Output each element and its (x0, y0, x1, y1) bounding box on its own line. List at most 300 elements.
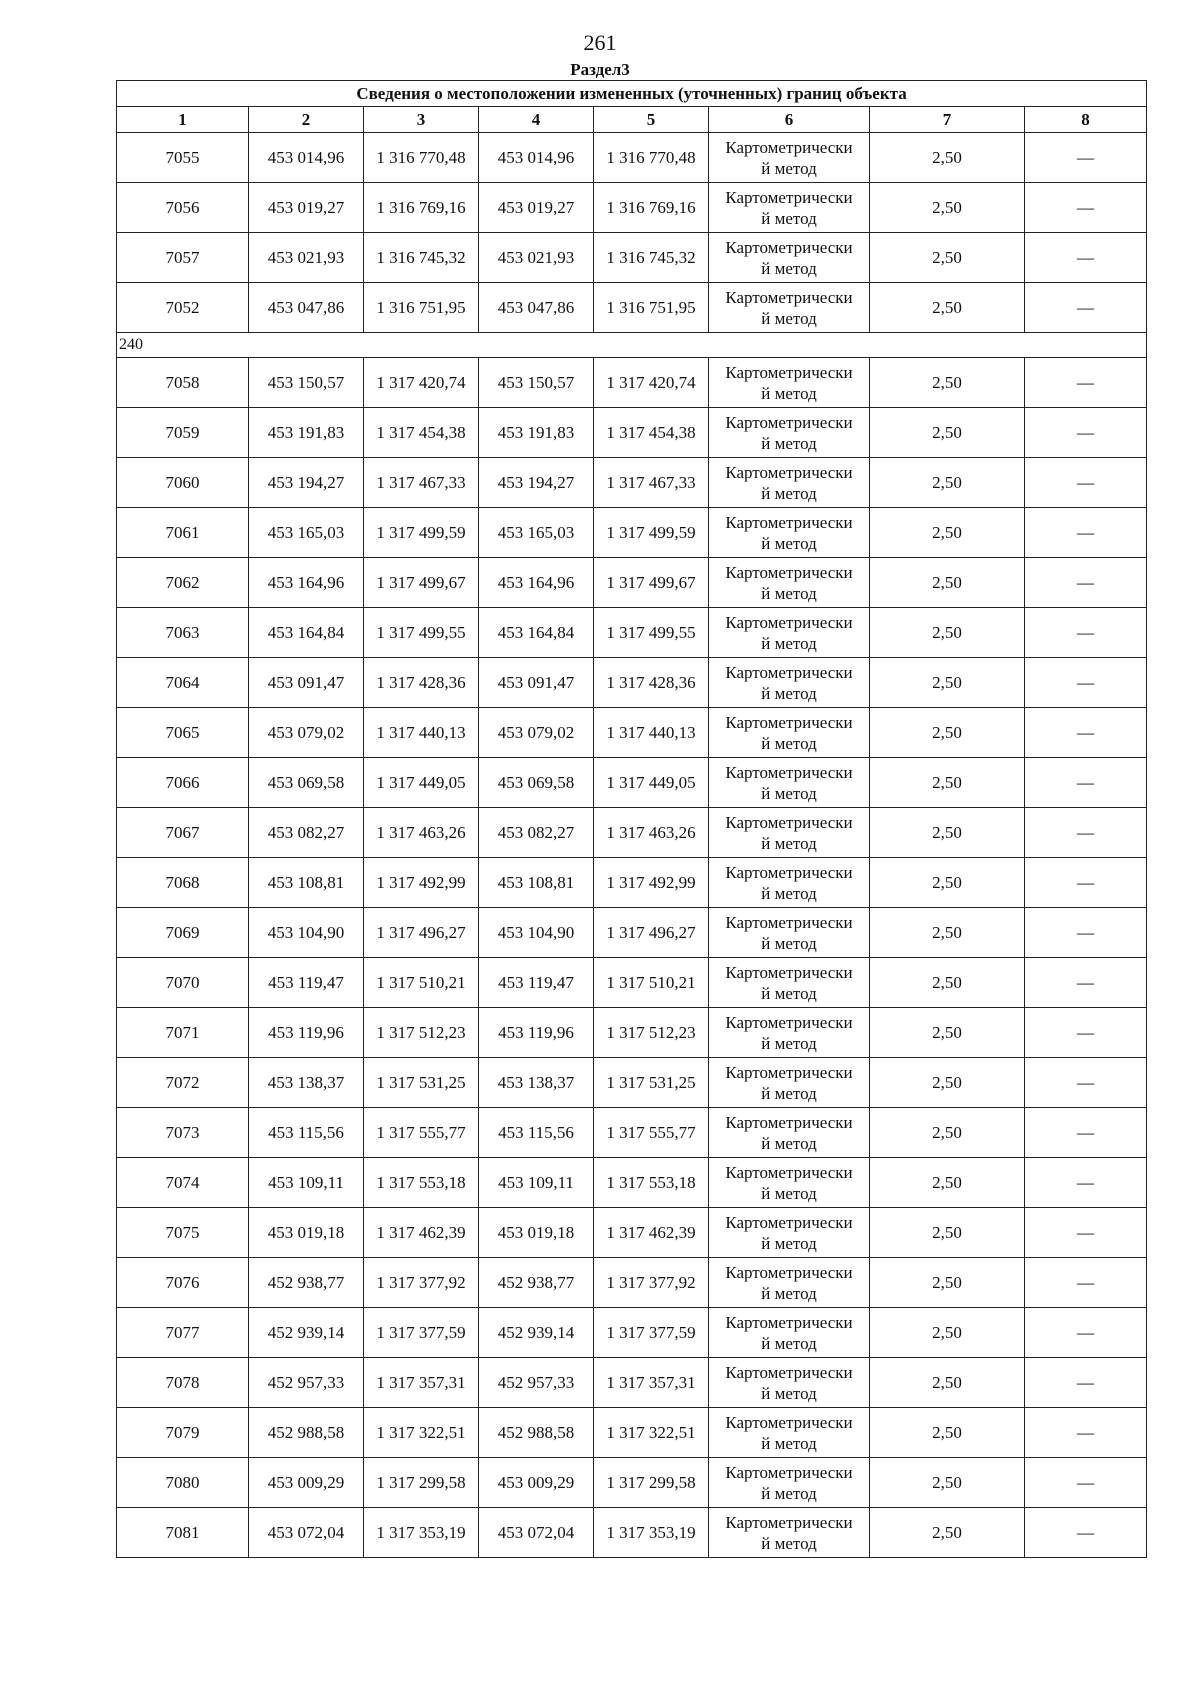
note-cell: — (1025, 1308, 1147, 1358)
x-old-cell: 452 957,33 (249, 1358, 364, 1408)
x-new-cell: 452 988,58 (479, 1408, 594, 1458)
accuracy-cell: 2,50 (870, 408, 1025, 458)
id-cell: 7063 (117, 608, 249, 658)
table-row (117, 358, 1147, 408)
x-new-cell: 452 957,33 (479, 1358, 594, 1408)
boundary-coordinates-table (116, 80, 1147, 1558)
method-line: Картометрически (725, 1362, 853, 1382)
y-new-cell: 1 317 510,21 (594, 958, 709, 1008)
y-new-cell: 1 316 770,48 (594, 133, 709, 183)
method-line: Картометрически (725, 1512, 853, 1532)
column-number: 7 (870, 107, 1025, 133)
table-row (117, 133, 1147, 183)
x-old-cell: 453 119,47 (249, 958, 364, 1008)
x-old-cell: 453 019,27 (249, 183, 364, 233)
method-line: й метод (761, 1533, 817, 1553)
method-line: й метод (761, 833, 817, 853)
id-cell: 7064 (117, 658, 249, 708)
method-cell (709, 1308, 870, 1358)
x-old-cell: 453 014,96 (249, 133, 364, 183)
x-new-cell: 453 069,58 (479, 758, 594, 808)
method-line: й метод (761, 933, 817, 953)
y-new-cell: 1 317 555,77 (594, 1108, 709, 1158)
id-cell: 7069 (117, 908, 249, 958)
note-cell: — (1025, 458, 1147, 508)
y-new-cell: 1 317 463,26 (594, 808, 709, 858)
table-row (117, 1208, 1147, 1258)
x-new-cell: 453 019,18 (479, 1208, 594, 1258)
note-cell: — (1025, 358, 1147, 408)
accuracy-cell: 2,50 (870, 1408, 1025, 1458)
column-number: 3 (364, 107, 479, 133)
note-cell: — (1025, 608, 1147, 658)
method-cell (709, 458, 870, 508)
method-cell (709, 658, 870, 708)
y-old-cell: 1 317 531,25 (364, 1058, 479, 1108)
x-new-cell: 453 165,03 (479, 508, 594, 558)
method-line: й метод (761, 883, 817, 903)
method-line: й метод (761, 533, 817, 553)
accuracy-cell: 2,50 (870, 758, 1025, 808)
x-old-cell: 453 194,27 (249, 458, 364, 508)
x-new-cell: 453 115,56 (479, 1108, 594, 1158)
y-new-cell: 1 317 420,74 (594, 358, 709, 408)
accuracy-cell: 2,50 (870, 1208, 1025, 1258)
id-cell: 7052 (117, 283, 249, 333)
table-row (117, 1308, 1147, 1358)
y-new-cell: 1 317 499,67 (594, 558, 709, 608)
x-old-cell: 452 938,77 (249, 1258, 364, 1308)
method-cell (709, 233, 870, 283)
accuracy-cell: 2,50 (870, 708, 1025, 758)
method-line: й метод (761, 1133, 817, 1153)
table-row (117, 508, 1147, 558)
method-line: й метод (761, 1283, 817, 1303)
accuracy-cell: 2,50 (870, 458, 1025, 508)
method-cell (709, 758, 870, 808)
accuracy-cell: 2,50 (870, 233, 1025, 283)
id-cell: 7074 (117, 1158, 249, 1208)
id-cell: 7060 (117, 458, 249, 508)
note-cell: — (1025, 1208, 1147, 1258)
y-old-cell: 1 317 512,23 (364, 1008, 479, 1058)
method-line: Картометрически (725, 187, 853, 207)
accuracy-cell: 2,50 (870, 958, 1025, 1008)
id-cell: 7059 (117, 408, 249, 458)
id-cell: 7066 (117, 758, 249, 808)
x-new-cell: 453 014,96 (479, 133, 594, 183)
id-cell: 7070 (117, 958, 249, 1008)
method-cell (709, 358, 870, 408)
accuracy-cell: 2,50 (870, 133, 1025, 183)
table-row (117, 608, 1147, 658)
method-cell (709, 1508, 870, 1558)
id-cell: 7080 (117, 1458, 249, 1508)
accuracy-cell: 2,50 (870, 1508, 1025, 1558)
y-old-cell: 1 317 454,38 (364, 408, 479, 458)
note-cell: — (1025, 508, 1147, 558)
x-new-cell: 453 109,11 (479, 1158, 594, 1208)
method-line: й метод (761, 1333, 817, 1353)
method-line: Картометрически (725, 1012, 853, 1032)
accuracy-cell: 2,50 (870, 508, 1025, 558)
y-new-cell: 1 317 353,19 (594, 1508, 709, 1558)
column-number: 1 (117, 107, 249, 133)
note-cell: — (1025, 1008, 1147, 1058)
x-old-cell: 453 104,90 (249, 908, 364, 958)
table-row (117, 1508, 1147, 1558)
id-cell: 7058 (117, 358, 249, 408)
method-cell (709, 1058, 870, 1108)
accuracy-cell: 2,50 (870, 1008, 1025, 1058)
x-old-cell: 453 109,11 (249, 1158, 364, 1208)
x-old-cell: 453 021,93 (249, 233, 364, 283)
table-row (117, 283, 1147, 333)
note-cell: — (1025, 1158, 1147, 1208)
method-cell (709, 1258, 870, 1308)
x-old-cell: 453 164,84 (249, 608, 364, 658)
column-number: 6 (709, 107, 870, 133)
y-new-cell: 1 317 467,33 (594, 458, 709, 508)
x-new-cell: 453 150,57 (479, 358, 594, 408)
method-cell (709, 908, 870, 958)
x-old-cell: 453 191,83 (249, 408, 364, 458)
y-old-cell: 1 317 499,59 (364, 508, 479, 558)
method-line: Картометрически (725, 287, 853, 307)
table-row (117, 658, 1147, 708)
y-new-cell: 1 317 357,31 (594, 1358, 709, 1408)
note-cell: — (1025, 1258, 1147, 1308)
table-row (117, 708, 1147, 758)
accuracy-cell: 2,50 (870, 908, 1025, 958)
method-line: й метод (761, 433, 817, 453)
method-cell (709, 1458, 870, 1508)
method-line: Картометрически (725, 1162, 853, 1182)
x-new-cell: 453 104,90 (479, 908, 594, 958)
x-old-cell: 453 165,03 (249, 508, 364, 558)
method-cell (709, 1208, 870, 1258)
x-new-cell: 452 938,77 (479, 1258, 594, 1308)
x-new-cell: 453 021,93 (479, 233, 594, 283)
method-line: й метод (761, 1083, 817, 1103)
column-number-row (117, 107, 1147, 133)
note-cell: — (1025, 758, 1147, 808)
method-line: й метод (761, 583, 817, 603)
y-old-cell: 1 317 467,33 (364, 458, 479, 508)
method-line: Картометрически (725, 1462, 853, 1482)
y-new-cell: 1 316 745,32 (594, 233, 709, 283)
column-number: 2 (249, 107, 364, 133)
y-new-cell: 1 317 496,27 (594, 908, 709, 958)
method-cell (709, 408, 870, 458)
table-row (117, 458, 1147, 508)
x-old-cell: 453 119,96 (249, 1008, 364, 1058)
method-cell (709, 1358, 870, 1408)
method-line: й метод (761, 1183, 817, 1203)
note-cell: — (1025, 1058, 1147, 1108)
table-caption: Сведения о местоположении измененных (уточненных) границ объекта (117, 81, 1147, 107)
accuracy-cell: 2,50 (870, 1308, 1025, 1358)
method-line: Картометрически (725, 1262, 853, 1282)
note-cell: — (1025, 133, 1147, 183)
method-line: й метод (761, 733, 817, 753)
method-line: Картометрически (725, 412, 853, 432)
x-new-cell: 453 079,02 (479, 708, 594, 758)
y-new-cell: 1 317 377,92 (594, 1258, 709, 1308)
y-new-cell: 1 317 449,05 (594, 758, 709, 808)
x-new-cell: 453 191,83 (479, 408, 594, 458)
y-new-cell: 1 317 492,99 (594, 858, 709, 908)
y-old-cell: 1 317 553,18 (364, 1158, 479, 1208)
x-new-cell: 453 091,47 (479, 658, 594, 708)
table-row (117, 1358, 1147, 1408)
accuracy-cell: 2,50 (870, 1458, 1025, 1508)
y-old-cell: 1 317 322,51 (364, 1408, 479, 1458)
id-cell: 7072 (117, 1058, 249, 1108)
id-cell: 7062 (117, 558, 249, 608)
method-line: Картометрически (725, 762, 853, 782)
y-new-cell: 1 317 499,59 (594, 508, 709, 558)
method-line: Картометрически (725, 512, 853, 532)
method-cell (709, 1158, 870, 1208)
y-old-cell: 1 317 510,21 (364, 958, 479, 1008)
method-line: Картометрически (725, 912, 853, 932)
method-line: Картометрически (725, 1062, 853, 1082)
note-cell: — (1025, 1458, 1147, 1508)
method-line: й метод (761, 983, 817, 1003)
method-line: й метод (761, 1433, 817, 1453)
x-new-cell: 452 939,14 (479, 1308, 594, 1358)
table-row (117, 908, 1147, 958)
method-line: й метод (761, 258, 817, 278)
x-old-cell: 453 009,29 (249, 1458, 364, 1508)
note-cell: — (1025, 1108, 1147, 1158)
y-old-cell: 1 317 428,36 (364, 658, 479, 708)
y-old-cell: 1 316 770,48 (364, 133, 479, 183)
table-row (117, 183, 1147, 233)
note-cell: — (1025, 958, 1147, 1008)
method-line: й метод (761, 383, 817, 403)
y-new-cell: 1 317 299,58 (594, 1458, 709, 1508)
note-cell: — (1025, 558, 1147, 608)
table-row (117, 408, 1147, 458)
y-new-cell: 1 317 377,59 (594, 1308, 709, 1358)
method-line: й метод (761, 208, 817, 228)
x-old-cell: 453 079,02 (249, 708, 364, 758)
accuracy-cell: 2,50 (870, 608, 1025, 658)
section-title: Раздел3 (570, 60, 630, 79)
id-cell: 7073 (117, 1108, 249, 1158)
accuracy-cell: 2,50 (870, 1358, 1025, 1408)
method-line: Картометрически (725, 362, 853, 382)
method-cell (709, 708, 870, 758)
method-line: Картометрически (725, 812, 853, 832)
y-old-cell: 1 317 377,92 (364, 1258, 479, 1308)
method-cell (709, 183, 870, 233)
table-row (117, 1458, 1147, 1508)
y-old-cell: 1 317 420,74 (364, 358, 479, 408)
column-number: 5 (594, 107, 709, 133)
y-new-cell: 1 317 553,18 (594, 1158, 709, 1208)
method-line: Картометрически (725, 462, 853, 482)
method-cell (709, 283, 870, 333)
x-old-cell: 453 150,57 (249, 358, 364, 408)
accuracy-cell: 2,50 (870, 283, 1025, 333)
y-new-cell: 1 316 769,16 (594, 183, 709, 233)
accuracy-cell: 2,50 (870, 658, 1025, 708)
column-number: 8 (1025, 107, 1147, 133)
id-cell: 7065 (117, 708, 249, 758)
y-new-cell: 1 317 454,38 (594, 408, 709, 458)
accuracy-cell: 2,50 (870, 1108, 1025, 1158)
table-row (117, 558, 1147, 608)
y-old-cell: 1 317 499,55 (364, 608, 479, 658)
x-new-cell: 453 072,04 (479, 1508, 594, 1558)
method-line: Картометрически (725, 562, 853, 582)
method-line: Картометрически (725, 662, 853, 682)
note-cell: — (1025, 858, 1147, 908)
method-cell (709, 1108, 870, 1158)
y-new-cell: 1 316 751,95 (594, 283, 709, 333)
note-cell: — (1025, 658, 1147, 708)
group-row (117, 333, 1147, 358)
method-line: Картометрически (725, 1112, 853, 1132)
method-line: й метод (761, 1483, 817, 1503)
method-line: й метод (761, 1383, 817, 1403)
id-cell: 7055 (117, 133, 249, 183)
y-old-cell: 1 317 449,05 (364, 758, 479, 808)
id-cell: 7081 (117, 1508, 249, 1558)
table-row (117, 1008, 1147, 1058)
method-cell (709, 508, 870, 558)
method-line: Картометрически (725, 137, 853, 157)
y-old-cell: 1 317 463,26 (364, 808, 479, 858)
method-line: й метод (761, 683, 817, 703)
note-cell: — (1025, 283, 1147, 333)
table-row (117, 1058, 1147, 1108)
method-line: й метод (761, 783, 817, 803)
x-new-cell: 453 138,37 (479, 1058, 594, 1108)
id-cell: 7079 (117, 1408, 249, 1458)
method-cell (709, 558, 870, 608)
method-line: й метод (761, 158, 817, 178)
method-cell (709, 808, 870, 858)
x-new-cell: 453 108,81 (479, 858, 594, 908)
x-old-cell: 453 019,18 (249, 1208, 364, 1258)
method-line: Картометрически (725, 712, 853, 732)
x-new-cell: 453 119,96 (479, 1008, 594, 1058)
x-new-cell: 453 047,86 (479, 283, 594, 333)
note-cell: — (1025, 408, 1147, 458)
method-line: й метод (761, 1233, 817, 1253)
table-row (117, 1408, 1147, 1458)
x-new-cell: 453 164,96 (479, 558, 594, 608)
id-cell: 7078 (117, 1358, 249, 1408)
method-line: й метод (761, 1033, 817, 1053)
accuracy-cell: 2,50 (870, 358, 1025, 408)
note-cell: — (1025, 1508, 1147, 1558)
note-cell: — (1025, 808, 1147, 858)
id-cell: 7061 (117, 508, 249, 558)
method-line: Картометрически (725, 1212, 853, 1232)
accuracy-cell: 2,50 (870, 1258, 1025, 1308)
table-row (117, 233, 1147, 283)
y-old-cell: 1 317 462,39 (364, 1208, 479, 1258)
y-new-cell: 1 317 462,39 (594, 1208, 709, 1258)
accuracy-cell: 2,50 (870, 558, 1025, 608)
x-old-cell: 452 939,14 (249, 1308, 364, 1358)
x-old-cell: 453 115,56 (249, 1108, 364, 1158)
accuracy-cell: 2,50 (870, 858, 1025, 908)
x-old-cell: 453 138,37 (249, 1058, 364, 1108)
id-cell: 7076 (117, 1258, 249, 1308)
y-old-cell: 1 316 745,32 (364, 233, 479, 283)
id-cell: 7075 (117, 1208, 249, 1258)
method-cell (709, 608, 870, 658)
method-line: Картометрически (725, 1412, 853, 1432)
x-new-cell: 453 082,27 (479, 808, 594, 858)
method-cell (709, 1008, 870, 1058)
id-cell: 7057 (117, 233, 249, 283)
table-body (117, 133, 1147, 1558)
method-line: Картометрически (725, 1312, 853, 1332)
note-cell: — (1025, 233, 1147, 283)
method-cell (709, 1408, 870, 1458)
method-line: Картометрически (725, 862, 853, 882)
y-old-cell: 1 317 499,67 (364, 558, 479, 608)
y-old-cell: 1 317 492,99 (364, 858, 479, 908)
table-row (117, 858, 1147, 908)
accuracy-cell: 2,50 (870, 183, 1025, 233)
x-old-cell: 453 047,86 (249, 283, 364, 333)
table-row (117, 758, 1147, 808)
x-old-cell: 453 164,96 (249, 558, 364, 608)
accuracy-cell: 2,50 (870, 1158, 1025, 1208)
y-old-cell: 1 317 496,27 (364, 908, 479, 958)
id-cell: 7077 (117, 1308, 249, 1358)
id-cell: 7071 (117, 1008, 249, 1058)
y-new-cell: 1 317 512,23 (594, 1008, 709, 1058)
id-cell: 7067 (117, 808, 249, 858)
method-line: Картометрически (725, 962, 853, 982)
note-cell: — (1025, 1358, 1147, 1408)
y-new-cell: 1 317 428,36 (594, 658, 709, 708)
y-old-cell: 1 317 353,19 (364, 1508, 479, 1558)
x-old-cell: 453 091,47 (249, 658, 364, 708)
note-cell: — (1025, 908, 1147, 958)
x-old-cell: 453 072,04 (249, 1508, 364, 1558)
method-cell (709, 958, 870, 1008)
x-new-cell: 453 164,84 (479, 608, 594, 658)
table-row (117, 1258, 1147, 1308)
x-new-cell: 453 194,27 (479, 458, 594, 508)
table-row (117, 1108, 1147, 1158)
id-cell: 7056 (117, 183, 249, 233)
y-new-cell: 1 317 531,25 (594, 1058, 709, 1108)
y-old-cell: 1 317 299,58 (364, 1458, 479, 1508)
accuracy-cell: 2,50 (870, 1058, 1025, 1108)
table-row (117, 958, 1147, 1008)
note-cell: — (1025, 183, 1147, 233)
y-new-cell: 1 317 440,13 (594, 708, 709, 758)
y-new-cell: 1 317 499,55 (594, 608, 709, 658)
table-row (117, 1158, 1147, 1208)
column-number: 4 (479, 107, 594, 133)
method-cell (709, 858, 870, 908)
y-old-cell: 1 317 440,13 (364, 708, 479, 758)
group-label: 240 (117, 333, 1147, 358)
y-old-cell: 1 317 555,77 (364, 1108, 479, 1158)
